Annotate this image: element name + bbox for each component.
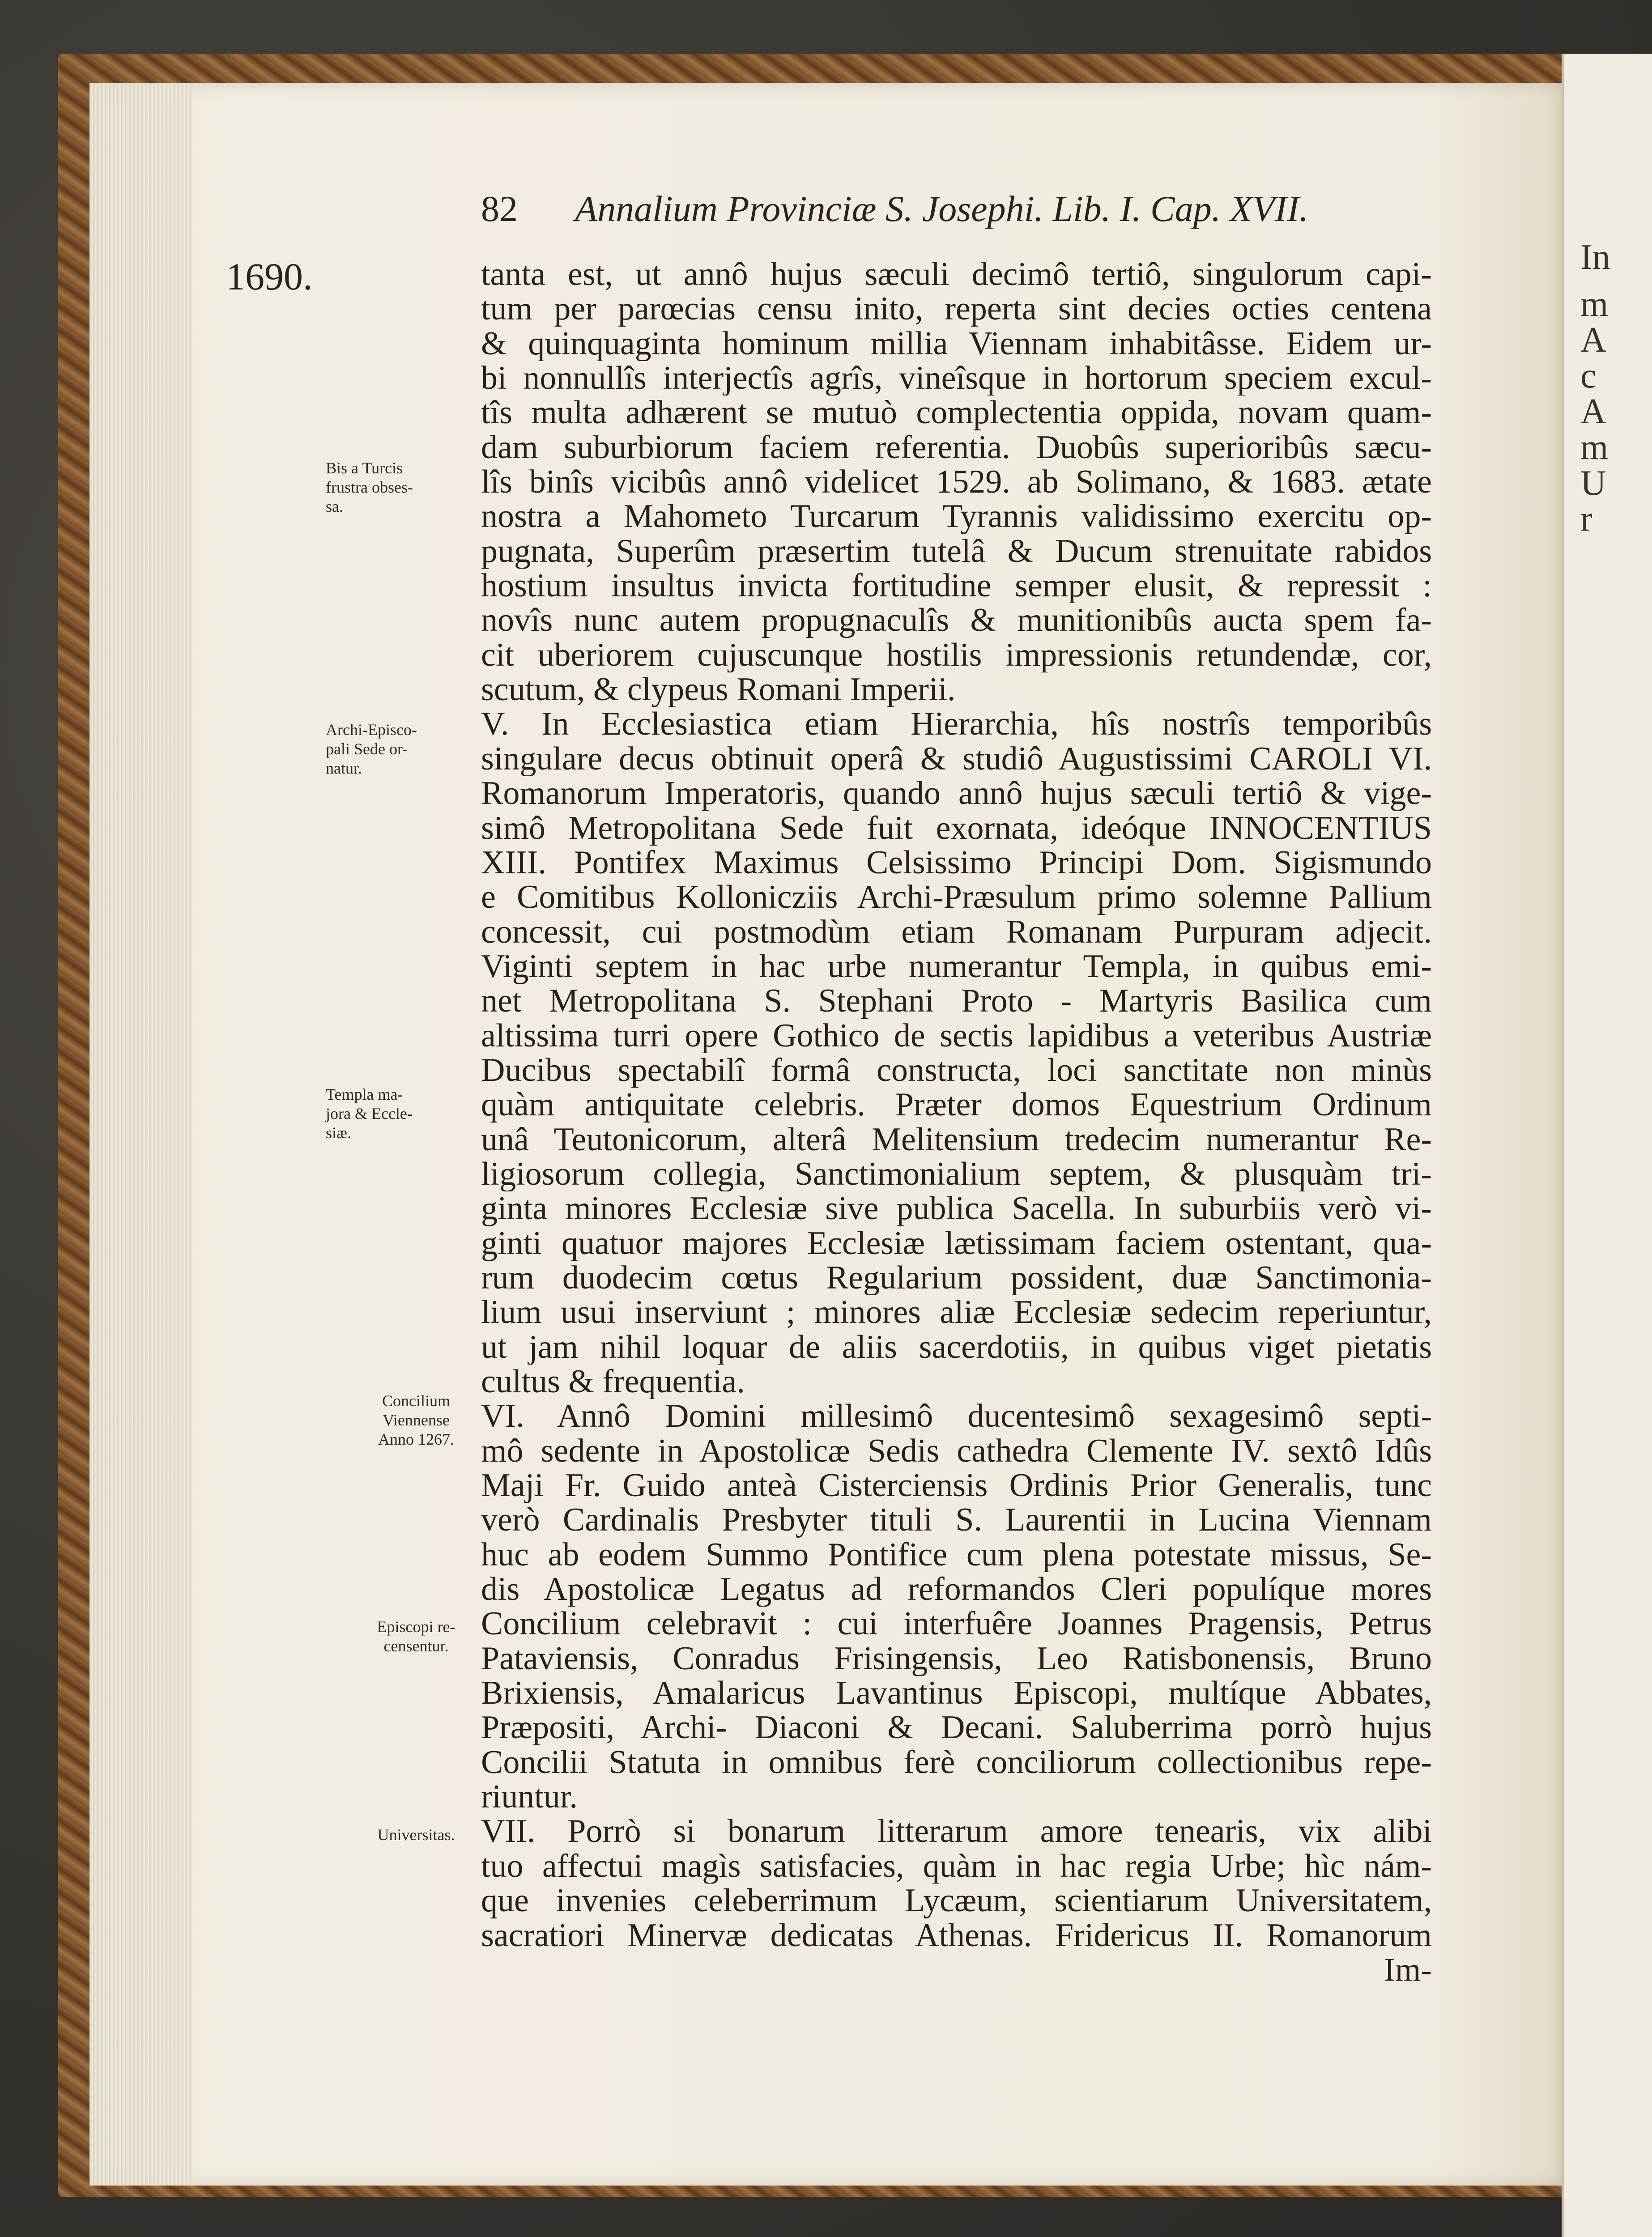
next-page-fragment: r xyxy=(1580,499,1592,539)
margin-note-templa xyxy=(326,1085,456,1143)
margin-note-line: pali Sede or- xyxy=(326,740,408,758)
body-line: hostium insultus invicta fortitudine semper elusit, & repressit : xyxy=(481,569,1432,604)
margin-note-line: Concilium xyxy=(382,1392,450,1410)
next-page-fragment: m xyxy=(1580,428,1609,467)
body-line: Romanorum Imperatoris, quando annô hujus sæculi tertiô & vige- xyxy=(481,776,1432,811)
body-line: VI. Annô Domini millesimô ducentesimô sexagesimô septi- xyxy=(481,1399,1432,1434)
body-line: singulare decus obtinuit operâ & studiô Augustissimi CAROLI VI. xyxy=(481,741,1432,777)
next-page-fragment: c xyxy=(1580,356,1597,396)
body-line: bi nonnullîs interjectîs agrîs, vineîsque in hortorum speciem excul- xyxy=(481,361,1432,396)
body-line: dam suburbiorum faciem referentia. Duobûs superioribûs sæcu- xyxy=(481,430,1432,465)
margin-note-line: Templa ma- xyxy=(326,1085,403,1103)
body-line: simô Metropolitana Sede fuit exornata, ideóque INNOCENTIUS xyxy=(481,811,1432,846)
body-line: Maji Fr. Guido anteà Cisterciensis Ordinis Prior Generalis, tunc xyxy=(481,1468,1432,1503)
body-line: ut jam nihil loquar de aliis sacerdotiis, in quibus viget pietatis xyxy=(481,1330,1432,1365)
body-line: tum per parœcias censu inito, reperta sint decies octies centena xyxy=(481,292,1432,327)
running-title: Annalium Provinciæ S. Josephi. Lib. I. Cap. XVII. xyxy=(575,188,1309,229)
body-line: nostra a Mahometo Turcarum Tyrannis validissimo exercitu op- xyxy=(481,499,1432,534)
body-line: huc ab eodem Summo Pontifice cum plena potestate missus, Se- xyxy=(481,1537,1432,1573)
margin-note-line: siæ. xyxy=(326,1124,352,1142)
next-page-edge xyxy=(1562,54,1652,2237)
next-page-fragment: A xyxy=(1580,320,1606,360)
running-header xyxy=(481,179,1376,233)
page-number: 82 xyxy=(481,188,518,229)
body-line: cit uberiorem cujuscunque hostilis impressionis retundendæ, cor, xyxy=(481,638,1432,673)
body-line: altissima turri opere Gothico de sectis lapidibus a veteribus Austriæ xyxy=(481,1018,1432,1053)
body-line: XIII. Pontifex Maximus Celsissimo Principi Dom. Sigismundo xyxy=(481,845,1432,880)
body-line: Concilium celebravit : cui interfuêre Joannes Pragensis, Petrus xyxy=(481,1607,1432,1642)
margin-year: 1690. xyxy=(226,255,313,298)
margin-note-line: Archi-Episco- xyxy=(326,721,417,739)
margin-note-concilium xyxy=(351,1391,481,1449)
margin-note-turcis xyxy=(326,459,456,516)
margin-note-line: Bis a Turcis xyxy=(326,459,403,477)
margin-note-line: jora & Eccle- xyxy=(326,1105,413,1123)
body-line: dis Apostolicæ Legatus ad reformandos Cleri populíque mores xyxy=(481,1572,1432,1607)
margin-note-line: sa. xyxy=(326,498,343,515)
margin-note-universitas xyxy=(351,1825,481,1845)
body-line: ginti quatuor majores Ecclesiæ lætissimam faciem ostentant, qua- xyxy=(481,1226,1432,1261)
body-line: Concilii Statuta in omnibus ferè conciliorum collectionibus repe- xyxy=(481,1745,1432,1780)
body-line: tanta est, ut annô hujus sæculi decimô tertiô, singulorum capi- xyxy=(481,257,1432,292)
body-line: riuntur. xyxy=(481,1780,578,1815)
margin-note-line: Universitas. xyxy=(377,1826,455,1844)
margin-note-episcopi xyxy=(351,1617,481,1656)
body-line-catchword: Im- xyxy=(1384,1952,1432,1988)
body-line: Præpositi, Archi- Diaconi & Decani. Saluberrima porrò hujus xyxy=(481,1710,1432,1745)
body-line: novîs nunc autem propugnaculîs & munitionibûs aucta spem fa- xyxy=(481,603,1432,638)
body-line: VII. Porrò si bonarum litterarum amore tenearis, vix alibi xyxy=(481,1814,1432,1849)
margin-note-line: natur. xyxy=(326,759,362,777)
next-page-fragment: U xyxy=(1580,464,1606,503)
body-line: rum duodecim cœtus Regularium possident, duæ Sanctimonia- xyxy=(481,1260,1432,1296)
next-page-fragment: In xyxy=(1580,238,1610,277)
body-line: verò Cardinalis Presbyter tituli S. Laurentii in Lucina Viennam xyxy=(481,1503,1432,1538)
body-line: e Comitibus Kollonicziis Archi-Præsulum primo solemne Pallium xyxy=(481,880,1432,915)
body-line: que invenies celeberrimum Lycæum, scientiarum Universitatem, xyxy=(481,1884,1432,1918)
body-line: lium usui inserviunt ; minores aliæ Ecclesiæ sedecim reperiuntur, xyxy=(481,1295,1432,1330)
next-page-fragment: m xyxy=(1580,285,1609,324)
body-line: & quinquaginta hominum millia Viennam inhabitâsse. Eidem ur- xyxy=(481,326,1432,361)
body-line: tîs multa adhærent se mutuò complectentia oppida, novam quam- xyxy=(481,396,1432,430)
body-line: ginta minores Ecclesiæ sive publica Sacella. In suburbiis verò vi- xyxy=(481,1191,1432,1226)
body-line: lîs binîs vicibûs annô videlicet 1529. ab Solimano, & 1683. ætate xyxy=(481,465,1432,500)
body-line: unâ Teutonicorum, alterâ Melitensium tredecim numerantur Re- xyxy=(481,1122,1432,1157)
margin-note-line: Anno 1267. xyxy=(378,1430,454,1448)
margin-note-line: frustra obses- xyxy=(326,478,413,496)
body-line: net Metropolitana S. Stephani Proto - Martyris Basilica cum xyxy=(481,984,1432,1019)
body-line: quàm antiquitate celebris. Præter domos Equestrium Ordinum xyxy=(481,1088,1432,1123)
body-line: tuo affectui magìs satisfacies, quàm in hac regia Urbe; hìc nám- xyxy=(481,1849,1432,1884)
body-line: pugnata, Superûm præsertim tutelâ & Ducum strenuitate rabidos xyxy=(481,534,1432,569)
margin-note-line: Episcopi re- xyxy=(377,1618,456,1636)
margin-note-line: Viennense xyxy=(383,1411,450,1429)
margin-note-line: censentur. xyxy=(383,1637,449,1655)
body-line: sacratiori Minervæ dedicatas Athenas. Fridericus II. Romanorum xyxy=(481,1918,1432,1953)
body-text xyxy=(481,257,1432,1987)
body-line: V. In Ecclesiastica etiam Hierarchia, hîs nostrîs temporibûs xyxy=(481,707,1432,742)
body-line: Viginti septem in hac urbe numerantur Templa, in quibus emi- xyxy=(481,949,1432,984)
body-line: Pataviensis, Conradus Frisingensis, Leo Ratisbonensis, Bruno xyxy=(481,1641,1432,1676)
body-line: scutum, & clypeus Romani Imperii. xyxy=(481,672,956,707)
margin-note-archiepiscopali xyxy=(326,720,456,778)
next-page-fragment: A xyxy=(1580,392,1606,431)
body-line: mô sedente in Apostolicæ Sedis cathedra Clemente IV. sextô Idûs xyxy=(481,1433,1432,1469)
body-line: ligiosorum collegia, Sanctimonialium septem, & plusquàm tri- xyxy=(481,1157,1432,1192)
page-edges xyxy=(89,83,192,2186)
body-line: cultus & frequentia. xyxy=(481,1365,745,1399)
body-line: Brixiensis, Amalaricus Lavantinus Episcopi, multíque Abbates, xyxy=(481,1676,1432,1711)
body-line: Ducibus spectabilî formâ constructa, loci sanctitate non minùs xyxy=(481,1053,1432,1088)
body-line: concessit, cui postmodùm etiam Romanam Purpuram adjecit. xyxy=(481,914,1432,949)
